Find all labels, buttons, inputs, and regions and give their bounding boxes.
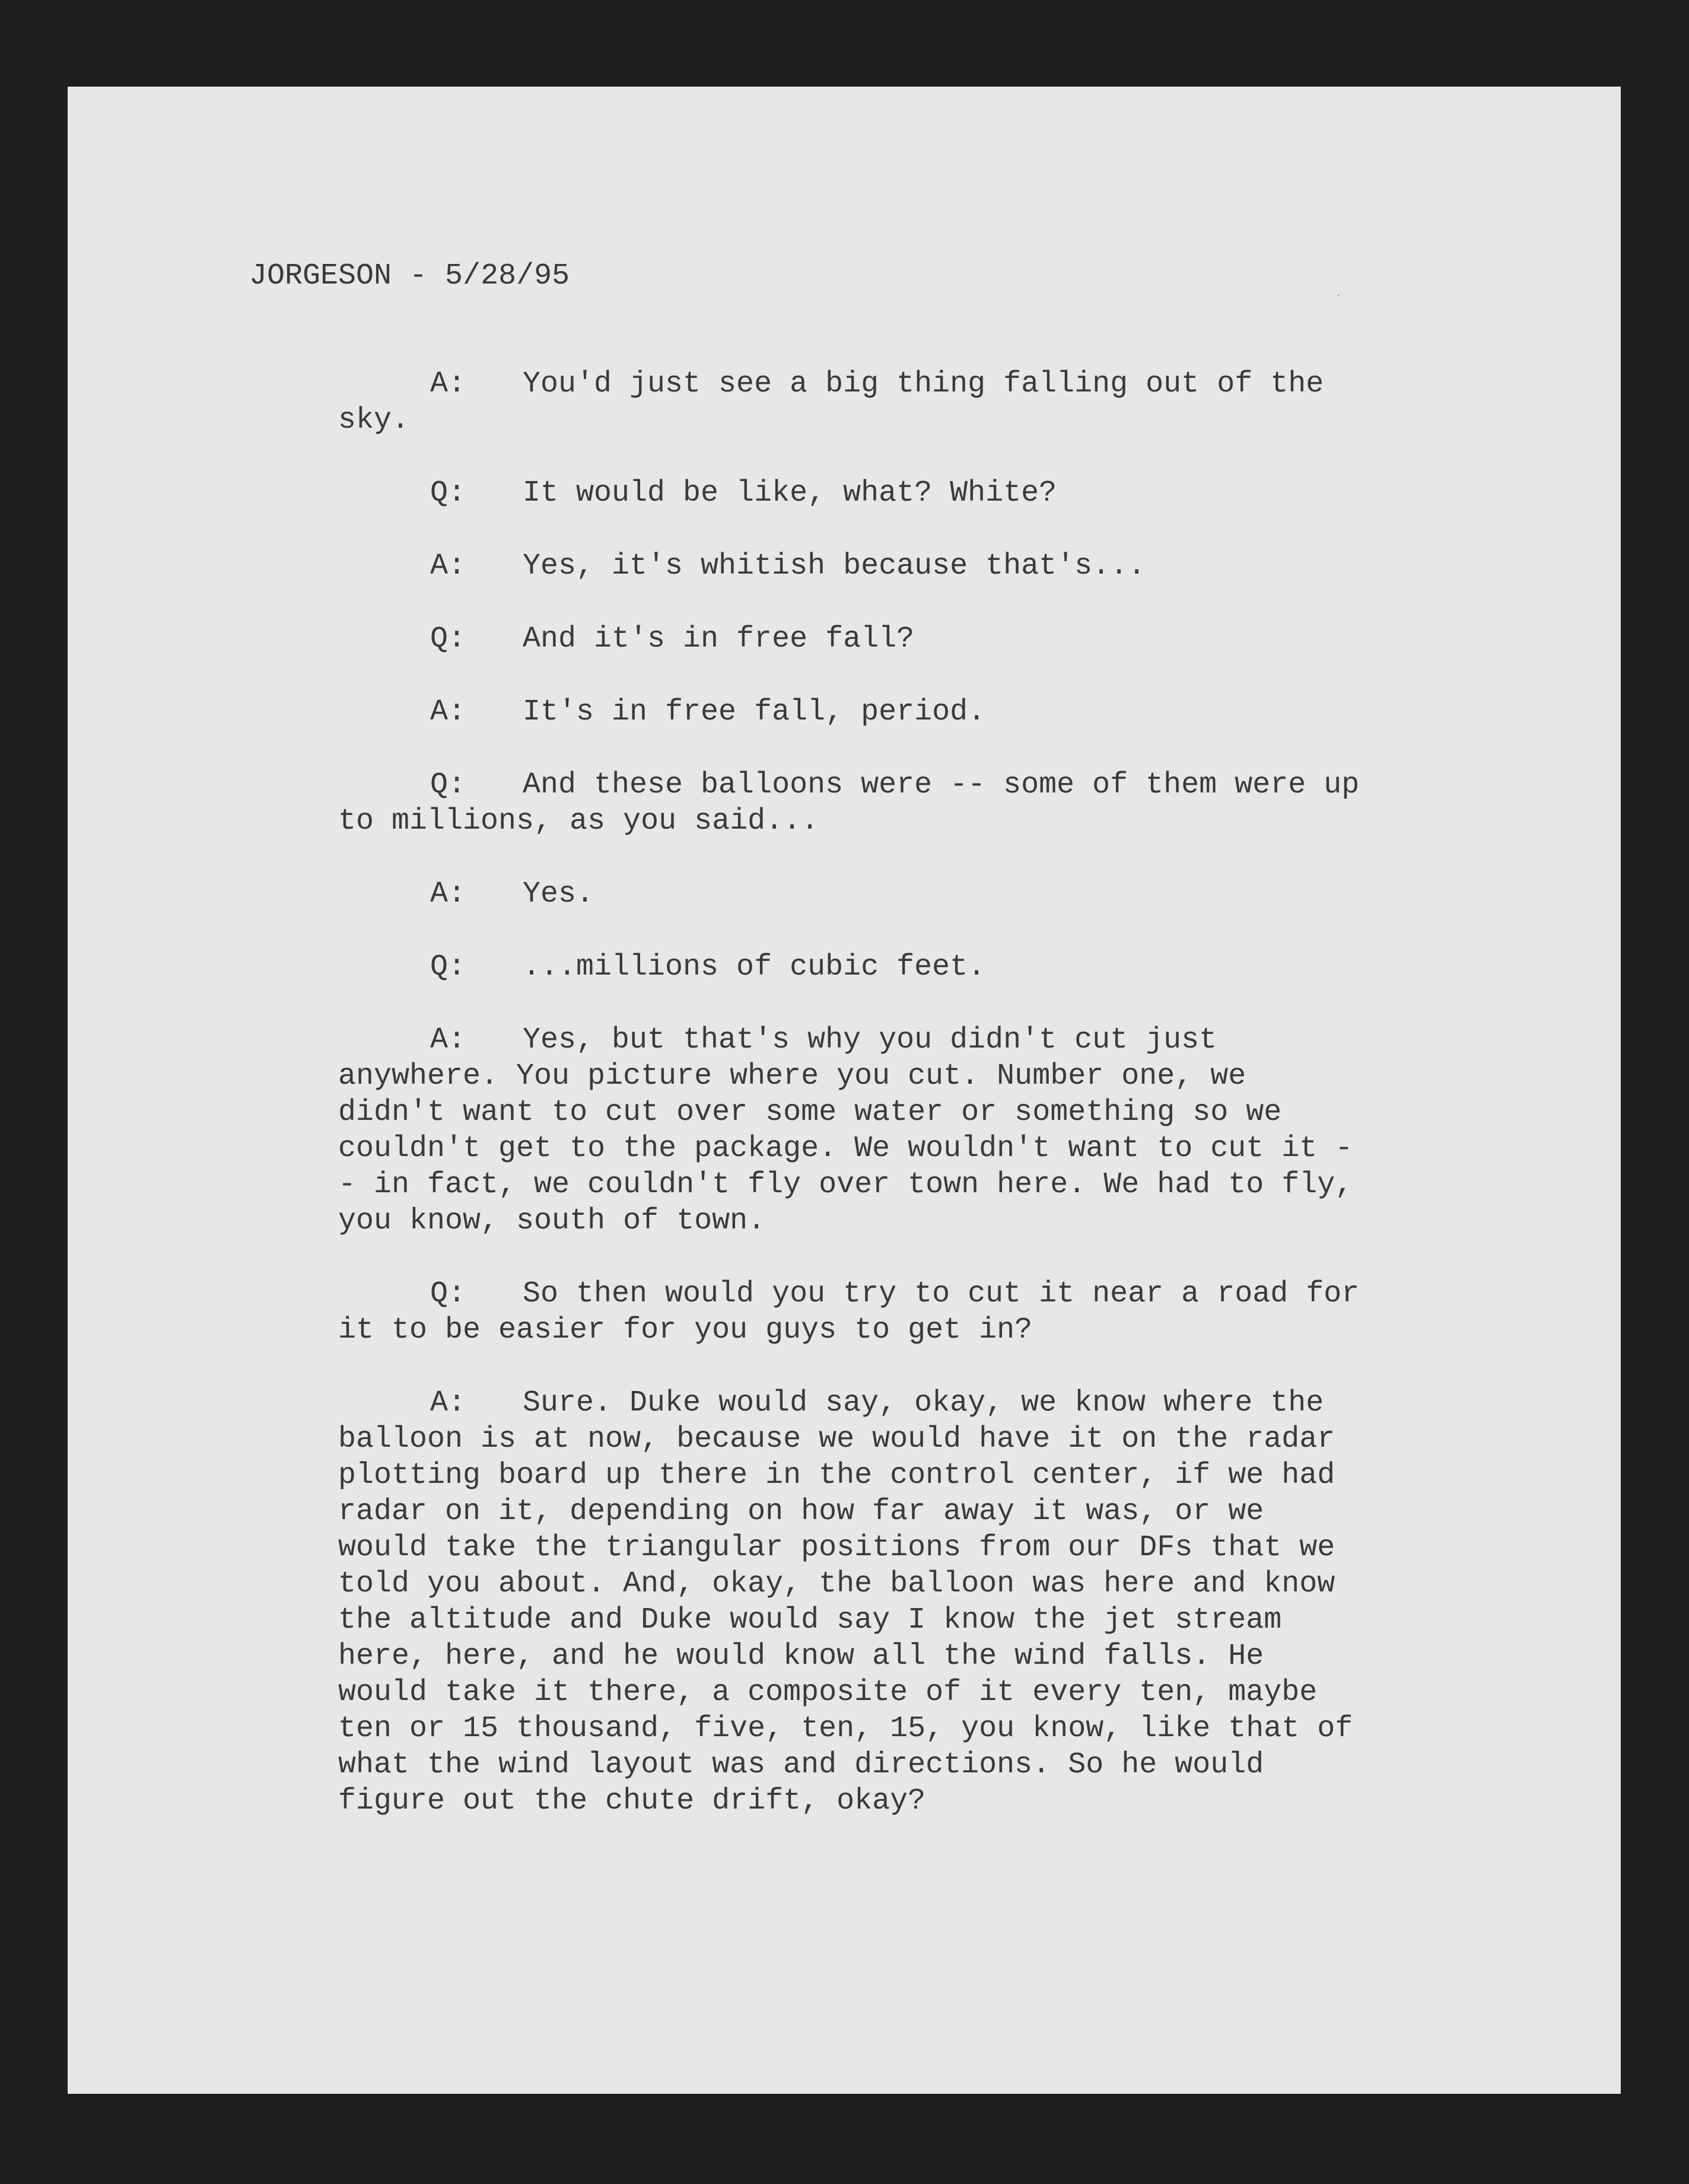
speaker-label: Q:	[430, 768, 466, 802]
paragraph-text: Yes.	[523, 877, 594, 911]
paragraph-text: Yes, it's whitish because that's...	[523, 549, 1146, 583]
paragraph-text: ...millions of cubic feet.	[523, 950, 986, 984]
transcript-paragraph	[338, 949, 1370, 985]
transcript-paragraph	[338, 621, 1370, 657]
speaker-label: A:	[430, 877, 466, 911]
transcript-paragraph	[338, 1022, 1370, 1239]
speaker-label: Q:	[430, 622, 466, 656]
paragraph-text: It would be like, what? White?	[523, 476, 1057, 510]
transcript-body	[338, 366, 1370, 1819]
paragraph-text: And it's in free fall?	[523, 622, 915, 656]
paper-speck	[1337, 294, 1340, 297]
paragraph-text: Sure. Duke would say, okay, we know where the balloon is at now, because we would have it on the radar plotting board up there in the control center, if we had radar on it, depending on how far away it was, or we would take the triangular positions from our DFs that we told you about. And, okay, the balloon was here and know the altitude and Duke would say I know the jet stream here, here, and he would know all the wind falls. He would take it there, a composite of it every ten, maybe ten or 15 thousand, five, ten, 15, you know, like that of what the wind layout was and directions. So he would figure out the chute drift, okay?	[338, 1386, 1353, 1818]
transcript-paragraph	[338, 475, 1370, 511]
speaker-label: A:	[430, 695, 466, 729]
paragraph-text: So then would you try to cut it near a road for it to be easier for you guys to get in?	[338, 1277, 1360, 1347]
document-header: JORGESON - 5/28/95	[249, 259, 570, 293]
speaker-label: A:	[430, 367, 466, 401]
transcript-paragraph	[338, 876, 1370, 912]
transcript-paragraph	[338, 694, 1370, 730]
transcript-paragraph	[338, 548, 1370, 584]
speaker-label: Q:	[430, 1277, 466, 1311]
paragraph-text: It's in free fall, period.	[523, 695, 986, 729]
speaker-label: Q:	[430, 950, 466, 984]
speaker-label: Q:	[430, 476, 466, 510]
speaker-label: A:	[430, 1386, 466, 1420]
paragraph-text: And these balloons were -- some of them were up to millions, as you said...	[338, 768, 1360, 838]
transcript-paragraph	[338, 366, 1370, 438]
paragraph-text: You'd just see a big thing falling out of the sky.	[338, 367, 1324, 437]
speaker-label: A:	[430, 549, 466, 583]
speaker-label: A:	[430, 1023, 466, 1057]
transcript-paragraph	[338, 1276, 1370, 1348]
paragraph-text: Yes, but that's why you didn't cut just anywhere. You picture where you cut. Number one, we didn't want to cut over some water or something so we couldn't get to the package. We wouldn't want to cut it -- in fact, we couldn't fly over town here. We had to fly, you know, south of town.	[338, 1023, 1353, 1238]
transcript-paragraph	[338, 767, 1370, 839]
transcript-paragraph	[338, 1385, 1370, 1819]
